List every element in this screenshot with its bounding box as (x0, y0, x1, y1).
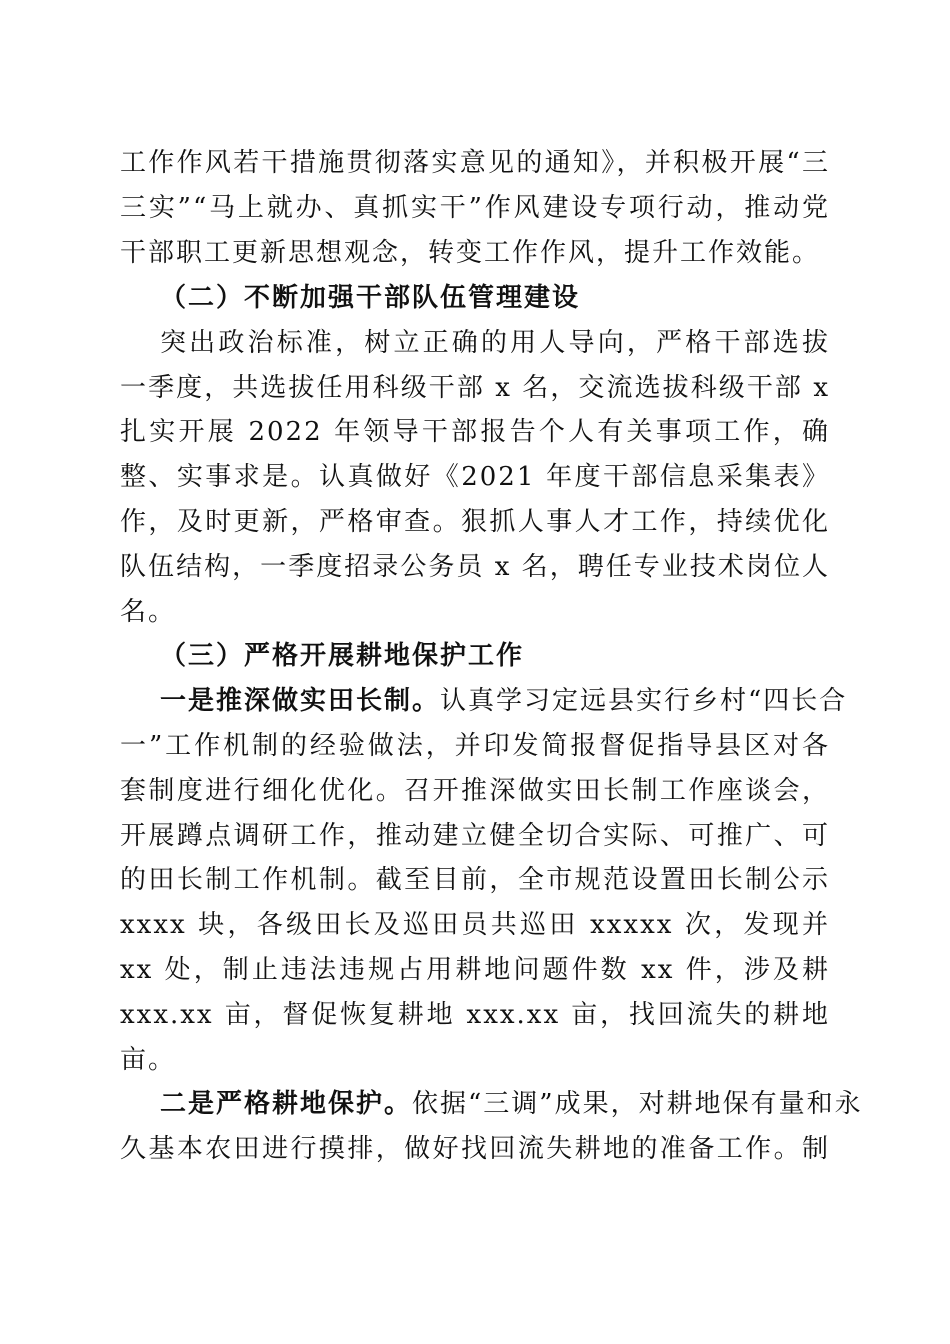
paragraph-line: 一”工作机制的经验做法，并印发简报督促指导县区对各 (120, 731, 830, 761)
paragraph-line: 扎实开展 2022 年领导干部报告个人有关事项工作，确 (120, 417, 830, 447)
paragraph-line: xx 处，制止违法违规占用耕地问题件数 xx 件，涉及耕 (120, 955, 830, 985)
paragraph-line: 工作作风若干措施贯彻落实意见的通知》，并积极开展“三 (120, 148, 830, 178)
paragraph-line: 整、实事求是。认真做好《2021 年度干部信息采集表》 (120, 462, 830, 492)
paragraph-line: 久基本农田进行摸排，做好找回流失耕地的准备工作。制 (120, 1134, 830, 1164)
paragraph-line: 名。 (120, 597, 177, 627)
paragraph-line: 作，及时更新，严格审查。狠抓人事人才工作，持续优化 (120, 507, 830, 537)
section-heading-2: （二）不断加强干部队伍管理建设 (160, 283, 581, 313)
paragraph-line: 套制度进行细化优化。召开推深做实田长制工作座谈会， (120, 776, 830, 806)
paragraph-text: 认真学习定远县实行乡村“四长合 (440, 686, 848, 716)
paragraph-line: xxx.xx 亩，督促恢复耕地 xxx.xx 亩，找回流失的耕地 (120, 1000, 830, 1030)
section-heading-3: （三）严格开展耕地保护工作 (160, 641, 525, 671)
paragraph-line: 的田长制工作机制。截至目前，全市规范设置田长制公示 (120, 865, 830, 895)
paragraph-line: 队伍结构，一季度招录公务员 x 名，聘任专业技术岗位人 (120, 552, 830, 582)
paragraph-line: xxxx 块，各级田长及巡田员共巡田 xxxxx 次，发现并 (120, 910, 830, 940)
paragraph-line: 干部职工更新思想观念，转变工作作风，提升工作效能。 (120, 238, 821, 268)
paragraph-line: 开展蹲点调研工作，推动建立健全切合实际、可推广、可 (120, 821, 830, 851)
paragraph-line: 亩。 (120, 1045, 177, 1075)
paragraph-line: 突出政治标准，树立正确的用人导向，严格干部选拔 (160, 328, 830, 358)
paragraph-line: 三实”“马上就办、真抓实干”作风建设专项行动，推动党 (120, 193, 830, 223)
paragraph-text: 依据“三调”成果，对耕地保有量和永 (412, 1089, 863, 1119)
paragraph-line: 一季度，共选拔任用科级干部 x 名，交流选拔科级干部 x (120, 373, 830, 403)
lead-phrase: 二是严格耕地保护。 (160, 1089, 413, 1119)
paragraph-line-with-lead (160, 1088, 863, 1120)
lead-phrase: 一是推深做实田长制。 (160, 686, 441, 716)
paragraph-line-with-lead (160, 685, 848, 717)
